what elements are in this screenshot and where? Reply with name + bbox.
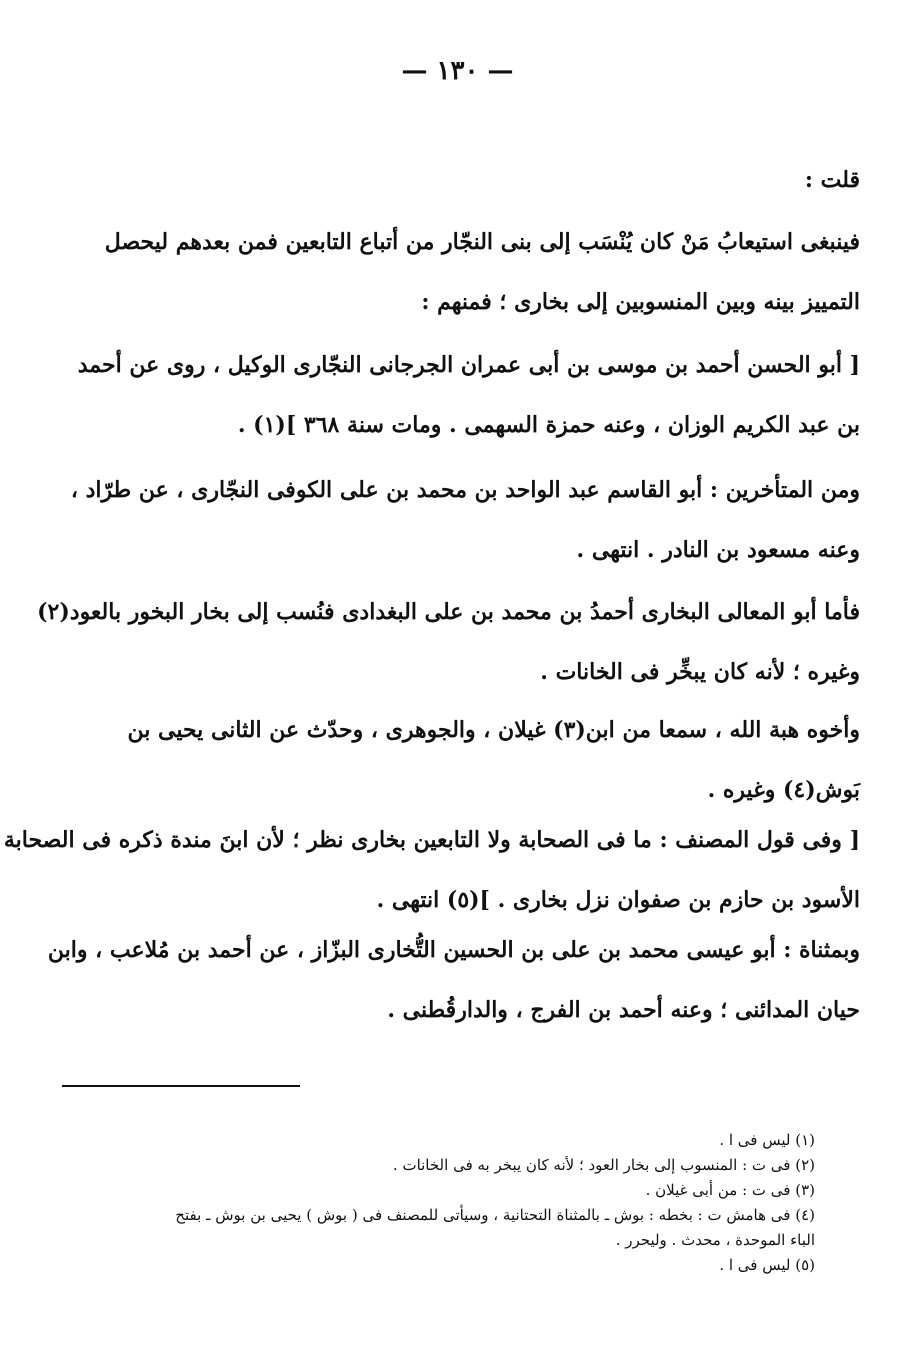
paragraph-qawl-almusannif bbox=[3, 810, 860, 930]
footnote-4: (٤) فى هامش ت : بخطه : بوش ـ بالمثناة التحتانية ، وسيأتى للمصنف فى ( بوش ) يحيى بن بوش ـ بفتح bbox=[175, 1206, 815, 1224]
text-line: وغيره ؛ لأنه كان يبخِّر فى الخانات . bbox=[540, 659, 860, 685]
paragraph-abu-isa bbox=[47, 920, 860, 1040]
footnote-separator bbox=[62, 1085, 300, 1087]
text-line: التمييز بينه وبين المنسوبين إلى بخارى ؛ فمنهم : bbox=[421, 289, 860, 315]
footnote-5: (٥) ليس فى ا . bbox=[719, 1256, 815, 1274]
text-line: فأما أبو المعالى البخارى أحمدُ بن محمد بن على البغدادى فنُسب إلى بخار البخور بالعود(٢) bbox=[37, 599, 860, 625]
text-line: الأسود بن حازم بن صفوان نزل بخارى . ](٥) انتهى . bbox=[376, 887, 860, 913]
footnote-3: (٣) فى ت : من أبى غيلان . bbox=[645, 1181, 815, 1199]
text-line: [ أبو الحسن أحمد بن موسى بن أبى عمران الجرجانى النجّارى الوكيل ، روى عن أحمد bbox=[77, 352, 860, 378]
text-line: [ وفى قول المصنف : ما فى الصحابة ولا التابعين بخارى نظر ؛ لأن ابنَ مندة ذكره فى الصحابة bbox=[3, 827, 860, 853]
page-number: — ١٣٠ — bbox=[401, 56, 514, 86]
paragraph-hibat-allah bbox=[120, 700, 860, 820]
text-line: حيان المدائنى ؛ وعنه أحمد بن الفرج ، والدارقُطنى . bbox=[387, 997, 860, 1023]
footnotes bbox=[95, 1128, 815, 1278]
text-line: بَوش(٤) وغيره . bbox=[707, 777, 860, 803]
footnote-2: (٢) فى ت : المنسوب إلى بخار العود ؛ لأنه كان يبخر به فى الخانات . bbox=[392, 1156, 815, 1174]
paragraph-abu-almaali bbox=[37, 582, 860, 702]
footnote-1: (١) ليس فى ا . bbox=[719, 1131, 815, 1149]
footnote-4-continued: الباء الموحدة ، محدث . وليحرر . bbox=[615, 1231, 815, 1249]
text-line: قلت : bbox=[804, 167, 860, 193]
text-line: وأخوه هبة الله ، سمعا من ابن(٣) غيلان ، والجوهرى ، وحدّث عن الثانى يحيى بن bbox=[127, 717, 860, 743]
text-line: بن عبد الكريم الوزان ، وعنه حمزة السهمى . ومات سنة ٣٦٨ ](١) . bbox=[237, 412, 860, 438]
text-line: وبمثناة : أبو عيسى محمد بن على بن الحسين التُّخارى البزّاز ، عن أحمد بن مُلاعب ، وابن bbox=[47, 937, 860, 963]
text-line: فينبغى استيعابُ مَنْ كان يُنْسَب إلى بنى النجّار من أتباع التابعين فمن بعدهم ليحصل bbox=[104, 229, 860, 255]
paragraph-mutaakhirin bbox=[70, 460, 860, 580]
paragraph-qultu bbox=[120, 150, 860, 210]
text-line: ومن المتأخرين : أبو القاسم عبد الواحد بن محمد بن على الكوفى النجّارى ، عن طرّاد ، bbox=[70, 477, 860, 503]
paragraph-abu-alhasan bbox=[77, 335, 860, 455]
text-line: وعنه مسعود بن النادر . انتهى . bbox=[576, 537, 860, 563]
paragraph-intro bbox=[104, 212, 860, 332]
